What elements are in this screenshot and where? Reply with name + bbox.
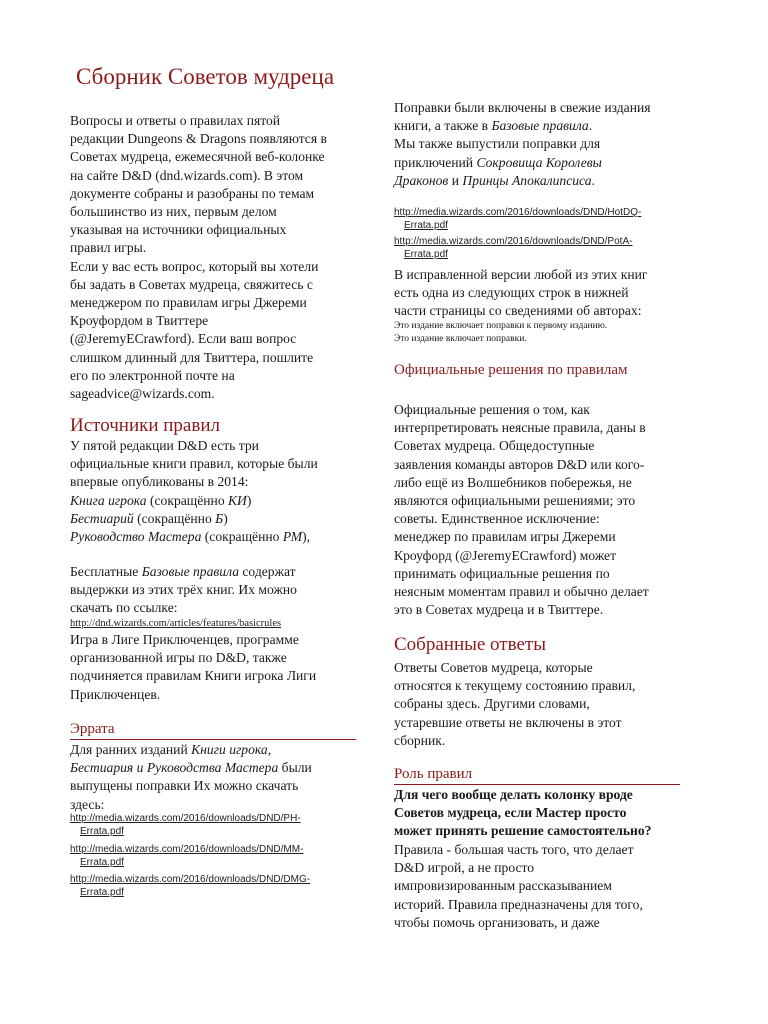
text-line: D&D игрой, а не просто [394,860,535,876]
text-line: историй. Правила предназначены для того, [394,896,643,912]
text-line: Советах мудреца, ежемесячной веб-колонке [70,149,325,165]
text-line: редакции Dungeons & Dragons появляются в [70,131,327,147]
text-line: интерпретировать неясные правила, даны в [394,420,646,436]
text-line: sageadvice@wizards.com. [70,386,215,402]
text-line: Поправки были включены в свежие издания [394,100,651,115]
text-line: Мы также выпустили поправки для [394,136,601,152]
text-line: (@JeremyECrawford). Если ваш вопрос [70,331,297,347]
text-line: выпущены поправки Их можно скачать [70,778,299,794]
errata-link-pota[interactable]: http://media.wizards.com/2016/downloads/DND/PotA- Errata.pdf [394,236,633,260]
page-title: Сборник Советов мудреца [76,64,335,89]
text-line: принимать официальные решения по [394,565,610,581]
text-line: заявления команды авторов D&D или кого- [394,456,645,472]
text-line: Советах мудреца. Общедоступные [394,438,595,454]
official-heading: Официальные решения по правилам [394,362,628,378]
errata-link-ph[interactable]: http://media.wizards.com/2016/downloads/DND/PH- Errata.pdf [70,813,301,837]
collected-paragraph [394,659,635,750]
errata-link-dmg[interactable]: http://media.wizards.com/2016/downloads/DND/DMG- Errata.pdf [70,874,311,898]
text-line: Ответы Советов мудреца, которые [394,660,593,675]
text-line: импровизированным рассказыванием [394,878,612,894]
text-line: Если у вас есть вопрос, который вы хотели [70,258,319,274]
book-item: Руководство Мастера (сокращённо РМ), [70,529,311,545]
errata-paragraph: Для ранних изданий Книги игрока, Бестиария и Руководства Мастера были выпущены поправки Их можно скачать здесь: [70,741,312,814]
official-paragraph [394,401,649,619]
text-line: Правила - большая часть того, что делает [394,842,634,857]
sources-heading: Источники правил [70,415,220,436]
intro-paragraph [70,112,327,403]
credits-lines [394,320,607,345]
text-line: либо ещё из Волшебников побережья, не [394,474,632,490]
text-line: Вопросы и ответы о правилах пятой [70,113,281,128]
basic-rules-paragraph: Бесплатные Базовые правила содержат выдержки из этих трёх книг. Их можно скачать по ссылке: [70,563,297,618]
sources-paragraph [70,437,318,546]
text-line: на сайте D&D (dnd.wizards.com). В этом [70,167,304,183]
text-line: чтобы помочь организовать, и даже [394,914,600,930]
collected-heading: Собранные ответы [394,634,546,655]
text-line: устаревшие ответы не включены в этот [394,714,622,730]
text-line: Для чего вообще делать колонку вроде [394,787,633,802]
text-line: бы задать в Советах мудреца, свяжитесь с [70,276,313,292]
text-line: менеджер по правилам игры Джереми [394,529,616,545]
text-line: Советов мудреца, если Мастер просто [394,805,627,821]
text-line: его по электронной почте на [70,367,235,383]
text-line: менеджером по правилам игры Джереми [70,295,307,311]
text-line: Официальные решения о том, как [394,402,590,417]
role-question [394,786,651,841]
text-line: это в Советах мудреца и в Твиттере. [394,602,604,618]
book-item: Бестиарий (сокращённо Б) [70,510,228,526]
text-line: У пятой редакции D&D есть три [70,438,259,453]
text-line: Это издание включает поправки к первому изданию. [394,321,608,331]
league-paragraph [70,631,316,704]
errata-link-hotdq[interactable]: http://media.wizards.com/2016/downloads/DND/HotDQ- Errata.pdf [394,207,642,231]
errata-link-mm[interactable]: http://media.wizards.com/2016/downloads/DND/MM- Errata.pdf [70,844,304,868]
text-line: официальные книги правил, которые были [70,456,318,472]
errata-heading: Эррата [70,721,356,740]
text-line: Это издание включает поправки. [394,333,527,344]
text-line: слишком длинный для Твиттера, пошлите [70,349,314,365]
text-line: документе собраны и разобраны по темам [70,185,315,201]
text-line: указывая на источники официальных [70,222,287,238]
book-item: Книга игрока (сокращённо КИ) [70,492,252,508]
text-line: Кроуфордом в Твиттере [70,313,209,329]
basic-rules-link[interactable]: http://dnd.wizards.com/articles/features/basicrules [70,618,282,629]
text-line: подчиняется правилам Книги игрока Лиги [70,668,317,684]
text-line: являются официальными решениями; это [394,493,636,509]
text-line: впервые опубликованы в 2014: [70,474,249,490]
text-line: Приключенцев. [70,686,161,702]
text-line: сборник. [394,732,446,748]
text-line: относятся к текущему состоянию правил, [394,678,636,694]
role-heading: Роль правил [394,766,680,785]
role-answer [394,841,643,932]
text-line: собраны здесь. Другими словами, [394,696,590,712]
text-line: может принять решение самостоятельно? [394,823,652,839]
text-line: советы. Единственное исключение: [394,511,600,527]
text-line: выдержки из этих трёх книг. Их можно [70,582,297,598]
text-line: есть одна из следующих строк в нижней [394,285,629,301]
revised-paragraph [394,266,647,321]
text-line: неясным моментам правил и обычно делает [394,584,649,600]
text-line: правил игры. [70,240,147,256]
text-line: В исправленной версии любой из этих книг [394,267,648,282]
text-line: организованной игры по D&D, также [70,650,287,666]
text-line: части страницы со сведениями об авторах: [394,303,642,319]
fixes-paragraph: Поправки были включены в свежие издания книги, а также в Базовые правила. Мы также выпустили поправки для приключений Сокровища Королевы Драконов и Принцы Апокалипсиса. [394,100,651,188]
text-line: здесь: [70,796,105,812]
text-line: большинство из них, первым делом [70,204,277,220]
text-line: Игра в Лиге Приключенцев, программе [70,632,299,647]
text-line: скачать по ссылке: [70,600,178,616]
text-line: Кроуфорд (@JeremyECrawford) может [394,547,617,563]
